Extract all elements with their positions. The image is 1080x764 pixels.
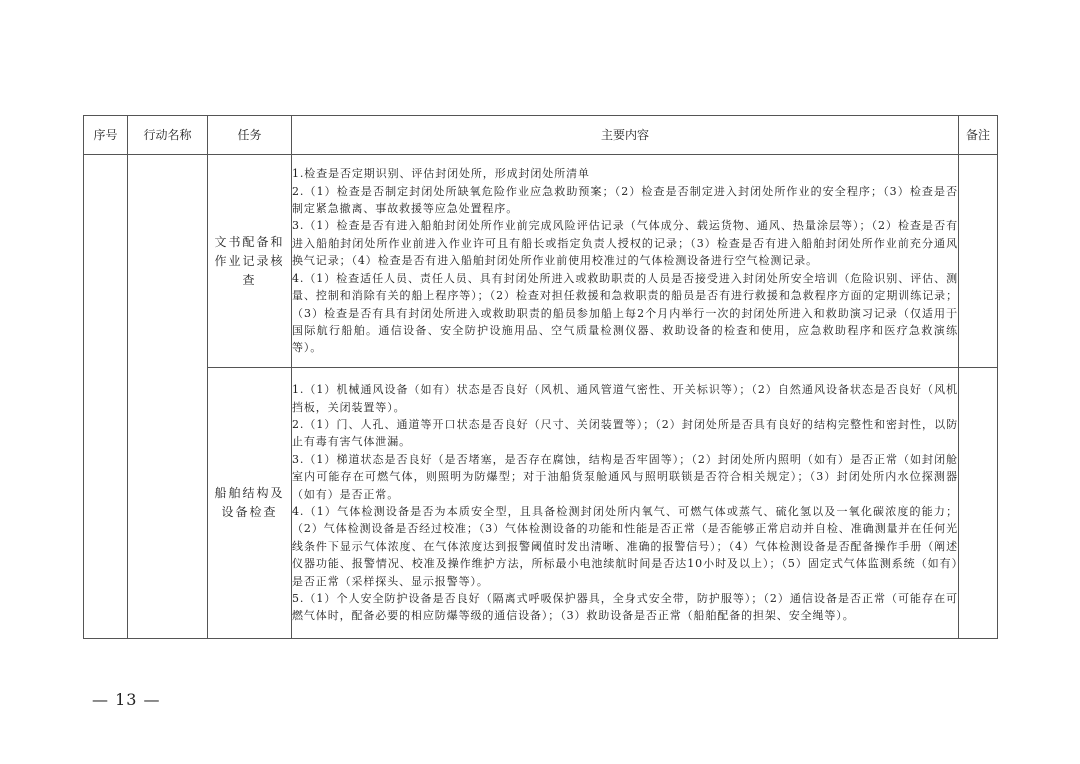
header-action-name: 行动名称: [128, 116, 208, 155]
content-paragraph: 2.（1）门、人孔、通道等开口状态是否良好（尺寸、关闭装置等）；（2）封闭处所是否具有良好的结构完整性和密封性，以防止有毒有害气体泄漏。: [292, 417, 958, 449]
content-paragraph: 4.（1）气体检测设备是否为本质安全型，且具备检测封闭处所内氧气、可燃气体或蒸气、硫化氢以及一氧化碳浓度的能力；（2）气体检测设备是否经过校准；（3）气体检测设备的功能和性能是否正常（是否能够正常启动并自检、准确测量并在任何光线条件下显示气体浓度、在气体浓度达到报警阈值时发出清晰、准确的报警信号）；（4）气体检测设备是否配备操作手册（阐述仪器功能、报警情况、校准及操作维护方法，所标最小电池续航时间是否达10小时及以上）；（5）固定式气体监测系统（如有）是否正常（采样探头、显示报警等）。: [292, 505, 958, 588]
content-paragraph: 5.（1）个人安全防护设备是否良好（隔离式呼吸保护器具，全身式安全带，防护服等）；（2）通信设备是否正常（可能存在可燃气体时，配备必要的相应防爆等级的通信设备）；（3）救助设备是否正常（船舶配备的担架、安全绳等）。: [292, 592, 958, 623]
header-seq: 序号: [84, 116, 128, 155]
note-cell: [959, 155, 998, 368]
table-header-row: [84, 116, 998, 155]
inspection-table: [83, 115, 998, 639]
action-name-cell: [128, 155, 208, 639]
note-cell: [959, 368, 998, 639]
header-note: 备注: [959, 116, 998, 155]
table-row-document-check: [84, 155, 998, 368]
content-document-check: [292, 155, 959, 368]
content-paragraph: 2.（1）检查是否制定封闭处所缺氧危险作业应急救助预案；（2）检查是否制定进入封闭处所作业的安全程序；（3）检查是否制定紧急撤离、事故救援等应急处置程序。: [292, 184, 958, 216]
content-paragraph: 1.检查是否定期识别、评估封闭处所，形成封闭处所清单: [292, 167, 590, 181]
content-paragraph: 1.（1）机械通风设备（如有）状态是否良好（风机、通风管道气密性、开关标识等）；（2）自然通风设备状态是否良好（风机挡板，关闭装置等）。: [292, 383, 958, 414]
content-paragraph: 3.（1）梯道状态是否良好（是否堵塞，是否存在腐蚀，结构是否牢固等）；（2）封闭处所内照明（如有）是否正常（如封闭舱室内可能存在可燃气体，则照明为防爆型；对于油船货泵舱通风与照明联锁是否符合相关规定）；（3）封闭处所内水位探测器（如有）是否正常。: [292, 452, 958, 501]
header-main-content: 主要内容: [292, 116, 959, 155]
seq-cell: [84, 155, 128, 639]
content-structure-check: [292, 368, 959, 639]
page-number: — 13 —: [92, 690, 161, 709]
task-structure-check: 船舶结构及设备检查: [208, 368, 292, 639]
table-row-structure-check: [84, 368, 998, 639]
content-paragraph: 4.（1）检查适任人员、责任人员、具有封闭处所进入或救助职责的人员是否接受进入封闭处所安全培训（危险识别、评估、测量、控制和消除有关的船上程序等）；（2）检查对担任救援和急救职责的船员是否有进行救援和急救程序方面的定期训练记录；（3）检查是否有具有封闭处所进入或救助职责的船员参加船上每2个月内举行一次的封闭处所进入和救助演习记录（仅适用于国际航行船舶。通信设备、安全防护设施用品、空气质量检测仪器、救助设备的检查和使用，应急救助程序和医疗急救演练等）。: [292, 271, 958, 355]
content-paragraph: 3.（1）检查是否有进入船舶封闭处所作业前完成风险评估记录（气体成分、载运货物、通风、热量涂层等）；（2）检查是否有进入船舶封闭处所作业前进入作业许可且有船长或指定负责人授权的记录；（3）检查是否有进入船舶封闭处所作业前充分通风换气记录；（4）检查是否有进入船舶封闭处所作业前使用校准过的气体检测设备进行空气检测记录。: [292, 219, 958, 268]
header-task: 任务: [208, 116, 292, 155]
task-document-check: 文书配备和作业记录核查: [208, 155, 292, 368]
